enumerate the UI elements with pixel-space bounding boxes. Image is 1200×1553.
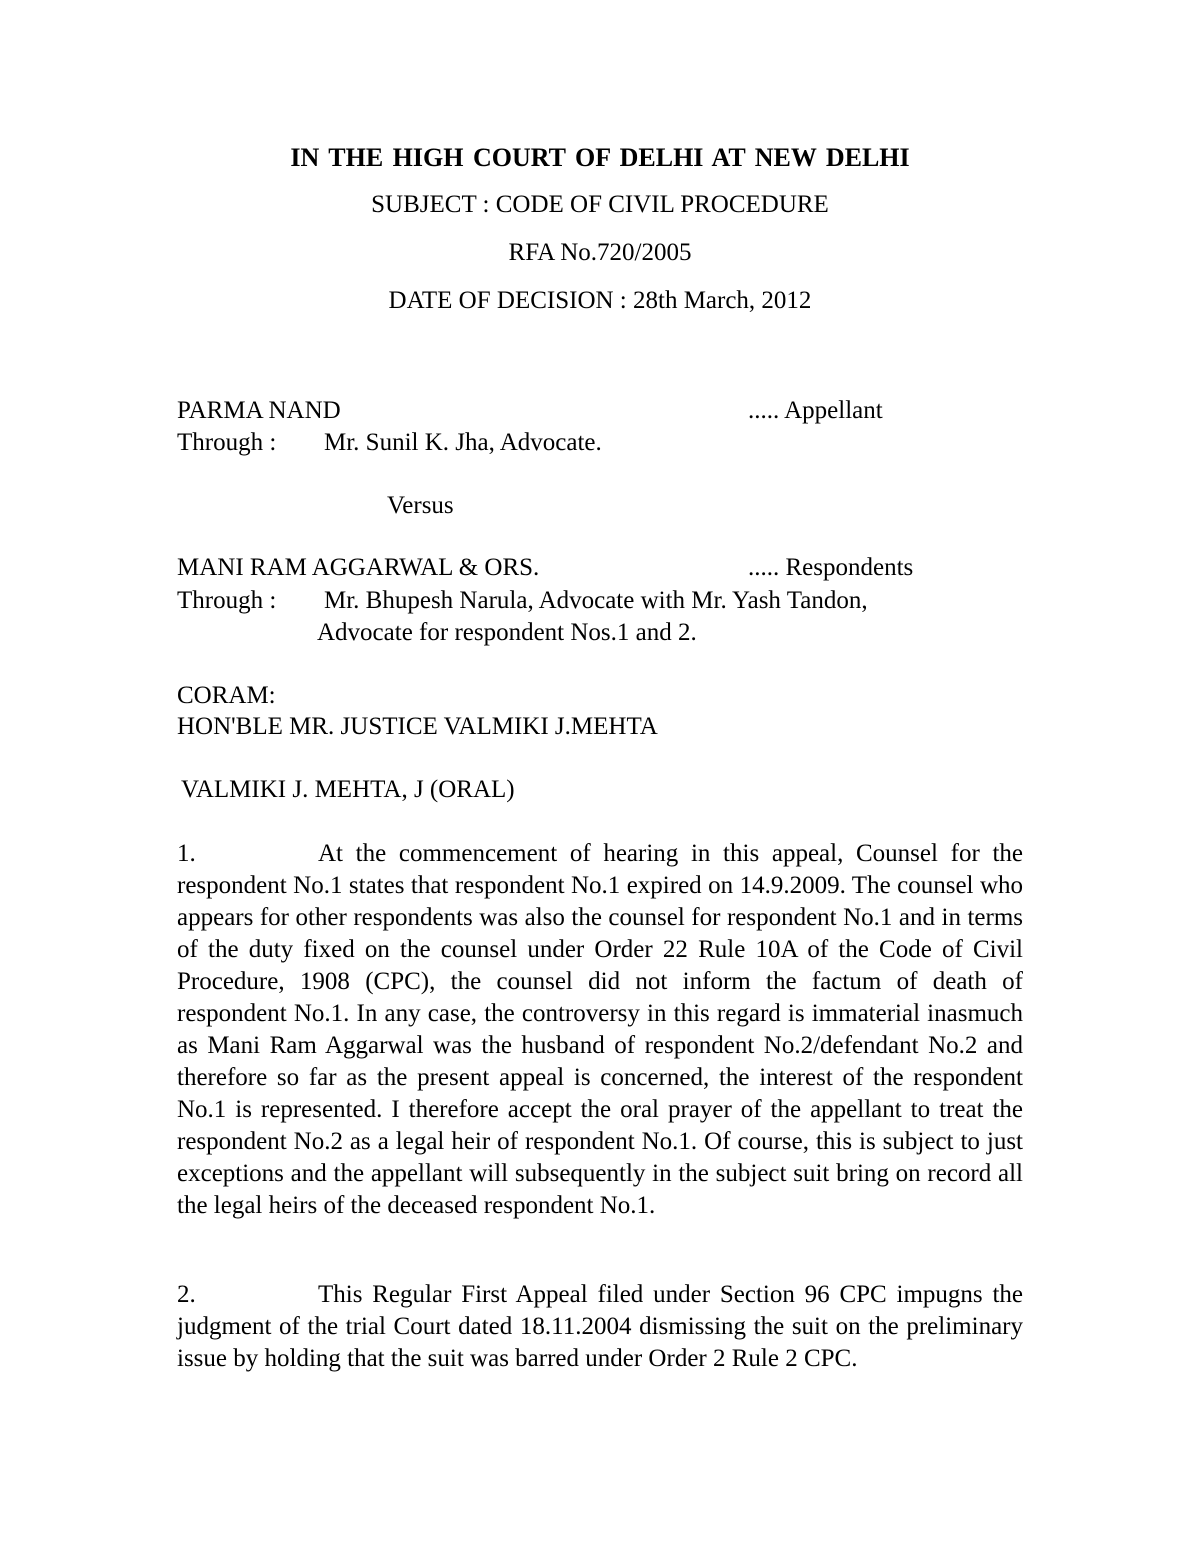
subject-line: SUBJECT : CODE OF CIVIL PROCEDURE: [371, 191, 829, 218]
appellant-through-label: Through :: [177, 429, 277, 456]
respondents-counsel-line2: Advocate for respondent Nos.1 and 2.: [317, 619, 697, 646]
coram-judge: HON'BLE MR. JUSTICE VALMIKI J.MEHTA: [177, 713, 658, 740]
decision-date: DATE OF DECISION : 28th March, 2012: [388, 287, 812, 314]
respondents-counsel-line1: Mr. Bhupesh Narula, Advocate with Mr. Yash Tandon,: [324, 587, 868, 614]
paragraph-number: 1.: [177, 840, 196, 867]
respondents-role: ..... Respondents: [748, 554, 914, 581]
court-title: IN THE HIGH COURT OF DELHI AT NEW DELHI: [290, 143, 910, 172]
paragraph-1: [177, 838, 1023, 1222]
judgment-by: VALMIKI J. MEHTA, J (ORAL): [181, 776, 515, 803]
case-number: RFA No.720/2005: [508, 239, 692, 266]
coram-label: CORAM:: [177, 682, 276, 709]
paragraph-text: At the commencement of hearing in this appeal, Counsel for the respondent No.1 states that respondent No.1 expired on 14.9.2009. The counsel who appears for other respondents was also the counsel for respondent No.1 and in terms of the duty fixed on the counsel under Order 22 Rule 10A of the Code of Civil Procedure, 1908 (CPC), the counsel did not inform the factum of death of respondent No.1. In any case, the controversy in this regard is immaterial inasmuch as Mani Ram Aggarwal was the husband of respondent No.2/defendant No.2 and therefore so far as the present appeal is concerned, the interest of the respondent No.1 is represented. I therefore accept the oral prayer of the appellant to treat the respondent No.2 as a legal heir of respondent No.1. Of course, this is subject to just exceptions and the appellant will subsequently in the subject suit bring on record all the legal heirs of the deceased respondent No.1.: [177, 840, 1023, 1219]
paragraph-text: This Regular First Appeal filed under Section 96 CPC impugns the judgment of the trial Court dated 18.11.2004 dismissing the suit on the preliminary issue by holding that the suit was barred under Order 2 Rule 2 CPC.: [177, 1281, 1023, 1372]
appellant-role: ..... Appellant: [748, 397, 883, 424]
respondents-through-label: Through :: [177, 587, 277, 614]
versus-label: Versus: [387, 492, 454, 519]
appellant-name: PARMA NAND: [177, 397, 341, 424]
respondents-name: MANI RAM AGGARWAL & ORS.: [177, 554, 540, 581]
paragraph-number: 2.: [177, 1281, 196, 1308]
paragraph-2: [177, 1279, 1023, 1375]
appellant-counsel: Mr. Sunil K. Jha, Advocate.: [324, 429, 602, 456]
